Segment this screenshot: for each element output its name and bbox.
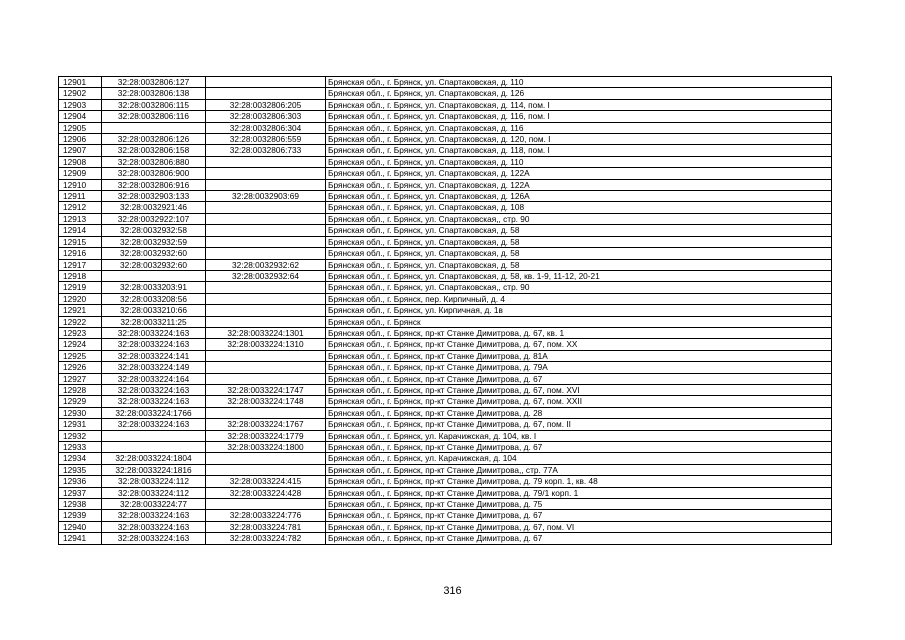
land-cadastral-number-cell: 32:28:0032932:58 <box>102 225 206 236</box>
table-row <box>59 122 832 133</box>
registry-table <box>58 76 832 545</box>
address-cell: Брянская обл., г. Брянск, пр-кт Станке Димитрова, д. 67 <box>326 442 832 453</box>
row-number-cell: 12931 <box>59 419 102 430</box>
land-cadastral-number-cell <box>102 122 206 133</box>
row-number-cell: 12919 <box>59 282 102 293</box>
row-number-cell: 12912 <box>59 202 102 213</box>
address-cell: Брянская обл., г. Брянск, пр-кт Станке Димитрова, д. 67, пом. VI <box>326 521 832 532</box>
object-cadastral-number-cell <box>206 168 326 179</box>
address-cell: Брянская обл., г. Брянск, пр-кт Станке Димитрова, д. 79 корп. 1, кв. 48 <box>326 476 832 487</box>
row-number-cell: 12940 <box>59 521 102 532</box>
address-cell: Брянская обл., г. Брянск, ул. Спартаковская, д. 110 <box>326 156 832 167</box>
address-cell: Брянская обл., г. Брянск, пр-кт Станке Димитрова, д. 67, пом. XVI <box>326 384 832 395</box>
address-cell: Брянская обл., г. Брянск, пр-кт Станке Димитрова, д. 79/1 корп. 1 <box>326 487 832 498</box>
row-number-cell: 12909 <box>59 168 102 179</box>
land-cadastral-number-cell: 32:28:0032806:126 <box>102 134 206 145</box>
object-cadastral-number-cell: 32:28:0032806:559 <box>206 134 326 145</box>
address-cell: Брянская обл., г. Брянск, ул. Карачижская, д. 104, кв. I <box>326 430 832 441</box>
table-row <box>59 476 832 487</box>
object-cadastral-number-cell: 32:28:0033224:1748 <box>206 396 326 407</box>
object-cadastral-number-cell: 32:28:0033224:781 <box>206 521 326 532</box>
object-cadastral-number-cell <box>206 88 326 99</box>
table-row <box>59 316 832 327</box>
table-row <box>59 202 832 213</box>
land-cadastral-number-cell: 32:28:0033224:164 <box>102 373 206 384</box>
address-cell: Брянская обл., г. Брянск, ул. Спартаковская, д. 116, пом. I <box>326 111 832 122</box>
land-cadastral-number-cell: 32:28:0032806:127 <box>102 77 206 88</box>
address-cell: Брянская обл., г. Брянск, ул. Спартаковская, д. 116 <box>326 122 832 133</box>
row-number-cell: 12941 <box>59 533 102 544</box>
row-number-cell: 12918 <box>59 270 102 281</box>
address-cell: Брянская обл., г. Брянск, пр-кт Станке Димитрова, д. 81А <box>326 350 832 361</box>
table-row <box>59 99 832 110</box>
row-number-cell: 12925 <box>59 350 102 361</box>
row-number-cell: 12906 <box>59 134 102 145</box>
row-number-cell: 12907 <box>59 145 102 156</box>
table-row <box>59 521 832 532</box>
table-row <box>59 248 832 259</box>
object-cadastral-number-cell: 32:28:0032932:64 <box>206 270 326 281</box>
row-number-cell: 12928 <box>59 384 102 395</box>
land-cadastral-number-cell: 32:28:0032806:116 <box>102 111 206 122</box>
address-cell: Брянская обл., г. Брянск, ул. Спартаковская, д. 58 <box>326 225 832 236</box>
table-row <box>59 442 832 453</box>
table-row <box>59 350 832 361</box>
address-cell: Брянская обл., г. Брянск, ул. Спартаковская, д. 110 <box>326 77 832 88</box>
row-number-cell: 12929 <box>59 396 102 407</box>
address-cell: Брянская обл., г. Брянск, пр-кт Станке Димитрова, д. 67, пом. XXII <box>326 396 832 407</box>
address-cell: Брянская обл., г. Брянск, ул. Спартаковская, д. 120, пом. I <box>326 134 832 145</box>
object-cadastral-number-cell <box>206 453 326 464</box>
object-cadastral-number-cell <box>206 293 326 304</box>
land-cadastral-number-cell <box>102 442 206 453</box>
land-cadastral-number-cell: 32:28:0033224:163 <box>102 521 206 532</box>
address-cell: Брянская обл., г. Брянск, ул. Спартаковская, д. 122А <box>326 179 832 190</box>
object-cadastral-number-cell: 32:28:0032932:62 <box>206 259 326 270</box>
address-cell: Брянская обл., г. Брянск, пр-кт Станке Димитрова, д. 75 <box>326 499 832 510</box>
object-cadastral-number-cell <box>206 213 326 224</box>
table-row <box>59 168 832 179</box>
object-cadastral-number-cell <box>206 350 326 361</box>
row-number-cell: 12914 <box>59 225 102 236</box>
object-cadastral-number-cell <box>206 236 326 247</box>
land-cadastral-number-cell: 32:28:0032903:133 <box>102 191 206 202</box>
land-cadastral-number-cell: 32:28:0033210:66 <box>102 305 206 316</box>
row-number-cell: 12923 <box>59 327 102 338</box>
address-cell: Брянская обл., г. Брянск, пр-кт Станке Димитрова, д. 67 <box>326 533 832 544</box>
object-cadastral-number-cell <box>206 316 326 327</box>
row-number-cell: 12921 <box>59 305 102 316</box>
land-cadastral-number-cell: 32:28:0032806:916 <box>102 179 206 190</box>
row-number-cell: 12911 <box>59 191 102 202</box>
object-cadastral-number-cell: 32:28:0033224:415 <box>206 476 326 487</box>
object-cadastral-number-cell <box>206 202 326 213</box>
land-cadastral-number-cell: 32:28:0033224:163 <box>102 533 206 544</box>
object-cadastral-number-cell: 32:28:0032806:303 <box>206 111 326 122</box>
address-cell: Брянская обл., г. Брянск, пр-кт Станке Димитрова, д. 67, пом. XX <box>326 339 832 350</box>
land-cadastral-number-cell: 32:28:0033211:25 <box>102 316 206 327</box>
object-cadastral-number-cell: 32:28:0033224:1767 <box>206 419 326 430</box>
address-cell: Брянская обл., г. Брянск, ул. Спартаковская, д. 122А <box>326 168 832 179</box>
table-row <box>59 236 832 247</box>
table-row <box>59 373 832 384</box>
address-cell: Брянская обл., г. Брянск, ул. Спартаковская,, стр. 90 <box>326 213 832 224</box>
object-cadastral-number-cell: 32:28:0032806:733 <box>206 145 326 156</box>
address-cell: Брянская обл., г. Брянск, ул. Кирпичная, д. 1в <box>326 305 832 316</box>
object-cadastral-number-cell: 32:28:0033224:1747 <box>206 384 326 395</box>
table-row <box>59 362 832 373</box>
land-cadastral-number-cell: 32:28:0033224:1766 <box>102 407 206 418</box>
land-cadastral-number-cell: 32:28:0032806:880 <box>102 156 206 167</box>
address-cell: Брянская обл., г. Брянск, ул. Спартаковская, д. 108 <box>326 202 832 213</box>
table-row <box>59 430 832 441</box>
address-cell: Брянская обл., г. Брянск, ул. Спартаковская, д. 58 <box>326 259 832 270</box>
object-cadastral-number-cell <box>206 225 326 236</box>
land-cadastral-number-cell: 32:28:0033224:112 <box>102 476 206 487</box>
table-row <box>59 259 832 270</box>
land-cadastral-number-cell: 32:28:0033224:163 <box>102 327 206 338</box>
address-cell: Брянская обл., г. Брянск <box>326 316 832 327</box>
land-cadastral-number-cell: 32:28:0033224:112 <box>102 487 206 498</box>
land-cadastral-number-cell: 32:28:0032921:46 <box>102 202 206 213</box>
address-cell: Брянская обл., г. Брянск, ул. Спартаковская,, стр. 90 <box>326 282 832 293</box>
object-cadastral-number-cell <box>206 282 326 293</box>
address-cell: Брянская обл., г. Брянск, пр-кт Станке Димитрова,, стр. 77А <box>326 464 832 475</box>
object-cadastral-number-cell: 32:28:0032806:304 <box>206 122 326 133</box>
land-cadastral-number-cell: 32:28:0032806:115 <box>102 99 206 110</box>
row-number-cell: 12916 <box>59 248 102 259</box>
object-cadastral-number-cell: 32:28:0033224:1310 <box>206 339 326 350</box>
row-number-cell: 12910 <box>59 179 102 190</box>
object-cadastral-number-cell: 32:28:0032806:205 <box>206 99 326 110</box>
land-cadastral-number-cell: 32:28:0033224:1816 <box>102 464 206 475</box>
land-cadastral-number-cell: 32:28:0033224:163 <box>102 419 206 430</box>
object-cadastral-number-cell <box>206 407 326 418</box>
row-number-cell: 12905 <box>59 122 102 133</box>
table-row <box>59 464 832 475</box>
object-cadastral-number-cell: 32:28:0033224:776 <box>206 510 326 521</box>
table-row <box>59 134 832 145</box>
address-cell: Брянская обл., г. Брянск, пр-кт Станке Димитрова, д. 67 <box>326 373 832 384</box>
table-row <box>59 225 832 236</box>
row-number-cell: 12938 <box>59 499 102 510</box>
land-cadastral-number-cell: 32:28:0033224:163 <box>102 510 206 521</box>
land-cadastral-number-cell: 32:28:0032806:138 <box>102 88 206 99</box>
address-cell: Брянская обл., г. Брянск, пр-кт Станке Димитрова, д. 79А <box>326 362 832 373</box>
address-cell: Брянская обл., г. Брянск, ул. Спартаковская, д. 126А <box>326 191 832 202</box>
table-row <box>59 453 832 464</box>
object-cadastral-number-cell: 32:28:0033224:782 <box>206 533 326 544</box>
object-cadastral-number-cell <box>206 179 326 190</box>
row-number-cell: 12915 <box>59 236 102 247</box>
table-row <box>59 179 832 190</box>
table-row <box>59 396 832 407</box>
row-number-cell: 12932 <box>59 430 102 441</box>
object-cadastral-number-cell: 32:28:0033224:1779 <box>206 430 326 441</box>
row-number-cell: 12930 <box>59 407 102 418</box>
land-cadastral-number-cell: 32:28:0032922:107 <box>102 213 206 224</box>
row-number-cell: 12936 <box>59 476 102 487</box>
table-row <box>59 327 832 338</box>
table-row <box>59 191 832 202</box>
address-cell: Брянская обл., г. Брянск, ул. Спартаковская, д. 118, пом. I <box>326 145 832 156</box>
address-cell: Брянская обл., г. Брянск, ул. Спартаковская, д. 126 <box>326 88 832 99</box>
table-row <box>59 487 832 498</box>
row-number-cell: 12934 <box>59 453 102 464</box>
table-row <box>59 156 832 167</box>
table-row <box>59 88 832 99</box>
table-row <box>59 77 832 88</box>
table-row <box>59 293 832 304</box>
row-number-cell: 12913 <box>59 213 102 224</box>
land-cadastral-number-cell: 32:28:0032932:59 <box>102 236 206 247</box>
row-number-cell: 12920 <box>59 293 102 304</box>
address-cell: Брянская обл., г. Брянск, ул. Карачижская, д. 104 <box>326 453 832 464</box>
object-cadastral-number-cell <box>206 373 326 384</box>
object-cadastral-number-cell: 32:28:0033224:1301 <box>206 327 326 338</box>
address-cell: Брянская обл., г. Брянск, пр-кт Станке Димитрова, д. 67, кв. 1 <box>326 327 832 338</box>
address-cell: Брянская обл., г. Брянск, ул. Спартаковская, д. 58 <box>326 248 832 259</box>
object-cadastral-number-cell <box>206 248 326 259</box>
table-row <box>59 499 832 510</box>
row-number-cell: 12933 <box>59 442 102 453</box>
table-row <box>59 419 832 430</box>
table-row <box>59 145 832 156</box>
object-cadastral-number-cell <box>206 156 326 167</box>
address-cell: Брянская обл., г. Брянск, ул. Спартаковская, д. 114, пом. I <box>326 99 832 110</box>
land-cadastral-number-cell: 32:28:0032932:60 <box>102 259 206 270</box>
table-row <box>59 384 832 395</box>
land-cadastral-number-cell: 32:28:0033224:163 <box>102 396 206 407</box>
table-row <box>59 282 832 293</box>
land-cadastral-number-cell: 32:28:0032806:900 <box>102 168 206 179</box>
land-cadastral-number-cell: 32:28:0033224:163 <box>102 384 206 395</box>
row-number-cell: 12904 <box>59 111 102 122</box>
row-number-cell: 12903 <box>59 99 102 110</box>
object-cadastral-number-cell <box>206 499 326 510</box>
land-cadastral-number-cell: 32:28:0032932:60 <box>102 248 206 259</box>
object-cadastral-number-cell: 32:28:0033224:1800 <box>206 442 326 453</box>
address-cell: Брянская обл., г. Брянск, пр-кт Станке Димитрова, д. 28 <box>326 407 832 418</box>
row-number-cell: 12937 <box>59 487 102 498</box>
table-row <box>59 533 832 544</box>
address-cell: Брянская обл., г. Брянск, пер. Кирпичный, д. 4 <box>326 293 832 304</box>
land-cadastral-number-cell: 32:28:0033224:1804 <box>102 453 206 464</box>
object-cadastral-number-cell <box>206 305 326 316</box>
address-cell: Брянская обл., г. Брянск, ул. Спартаковская, д. 58 <box>326 236 832 247</box>
land-cadastral-number-cell: 32:28:0032806:158 <box>102 145 206 156</box>
row-number-cell: 12908 <box>59 156 102 167</box>
table-row <box>59 111 832 122</box>
row-number-cell: 12939 <box>59 510 102 521</box>
address-cell: Брянская обл., г. Брянск, пр-кт Станке Димитрова, д. 67 <box>326 510 832 521</box>
land-cadastral-number-cell: 32:28:0033224:141 <box>102 350 206 361</box>
row-number-cell: 12922 <box>59 316 102 327</box>
land-cadastral-number-cell: 32:28:0033208:56 <box>102 293 206 304</box>
page-number: 316 <box>443 585 462 597</box>
table-row <box>59 510 832 521</box>
row-number-cell: 12902 <box>59 88 102 99</box>
land-cadastral-number-cell <box>102 270 206 281</box>
land-cadastral-number-cell <box>102 430 206 441</box>
table-row <box>59 270 832 281</box>
address-cell: Брянская обл., г. Брянск, пр-кт Станке Димитрова, д. 67, пом. II <box>326 419 832 430</box>
land-cadastral-number-cell: 32:28:0033224:163 <box>102 339 206 350</box>
table-row <box>59 213 832 224</box>
row-number-cell: 12926 <box>59 362 102 373</box>
land-cadastral-number-cell: 32:28:0033224:77 <box>102 499 206 510</box>
row-number-cell: 12935 <box>59 464 102 475</box>
row-number-cell: 12927 <box>59 373 102 384</box>
address-cell: Брянская обл., г. Брянск, ул. Спартаковская, д. 58, кв. 1-9, 11-12, 20-21 <box>326 270 832 281</box>
land-cadastral-number-cell: 32:28:0033224:149 <box>102 362 206 373</box>
table-row <box>59 305 832 316</box>
object-cadastral-number-cell: 32:28:0032903:69 <box>206 191 326 202</box>
row-number-cell: 12917 <box>59 259 102 270</box>
land-cadastral-number-cell: 32:28:0033203:91 <box>102 282 206 293</box>
table-row <box>59 407 832 418</box>
object-cadastral-number-cell: 32:28:0033224:428 <box>206 487 326 498</box>
object-cadastral-number-cell <box>206 464 326 475</box>
row-number-cell: 12901 <box>59 77 102 88</box>
row-number-cell: 12924 <box>59 339 102 350</box>
object-cadastral-number-cell <box>206 362 326 373</box>
registry-table-body <box>59 77 832 545</box>
table-row <box>59 339 832 350</box>
object-cadastral-number-cell <box>206 77 326 88</box>
